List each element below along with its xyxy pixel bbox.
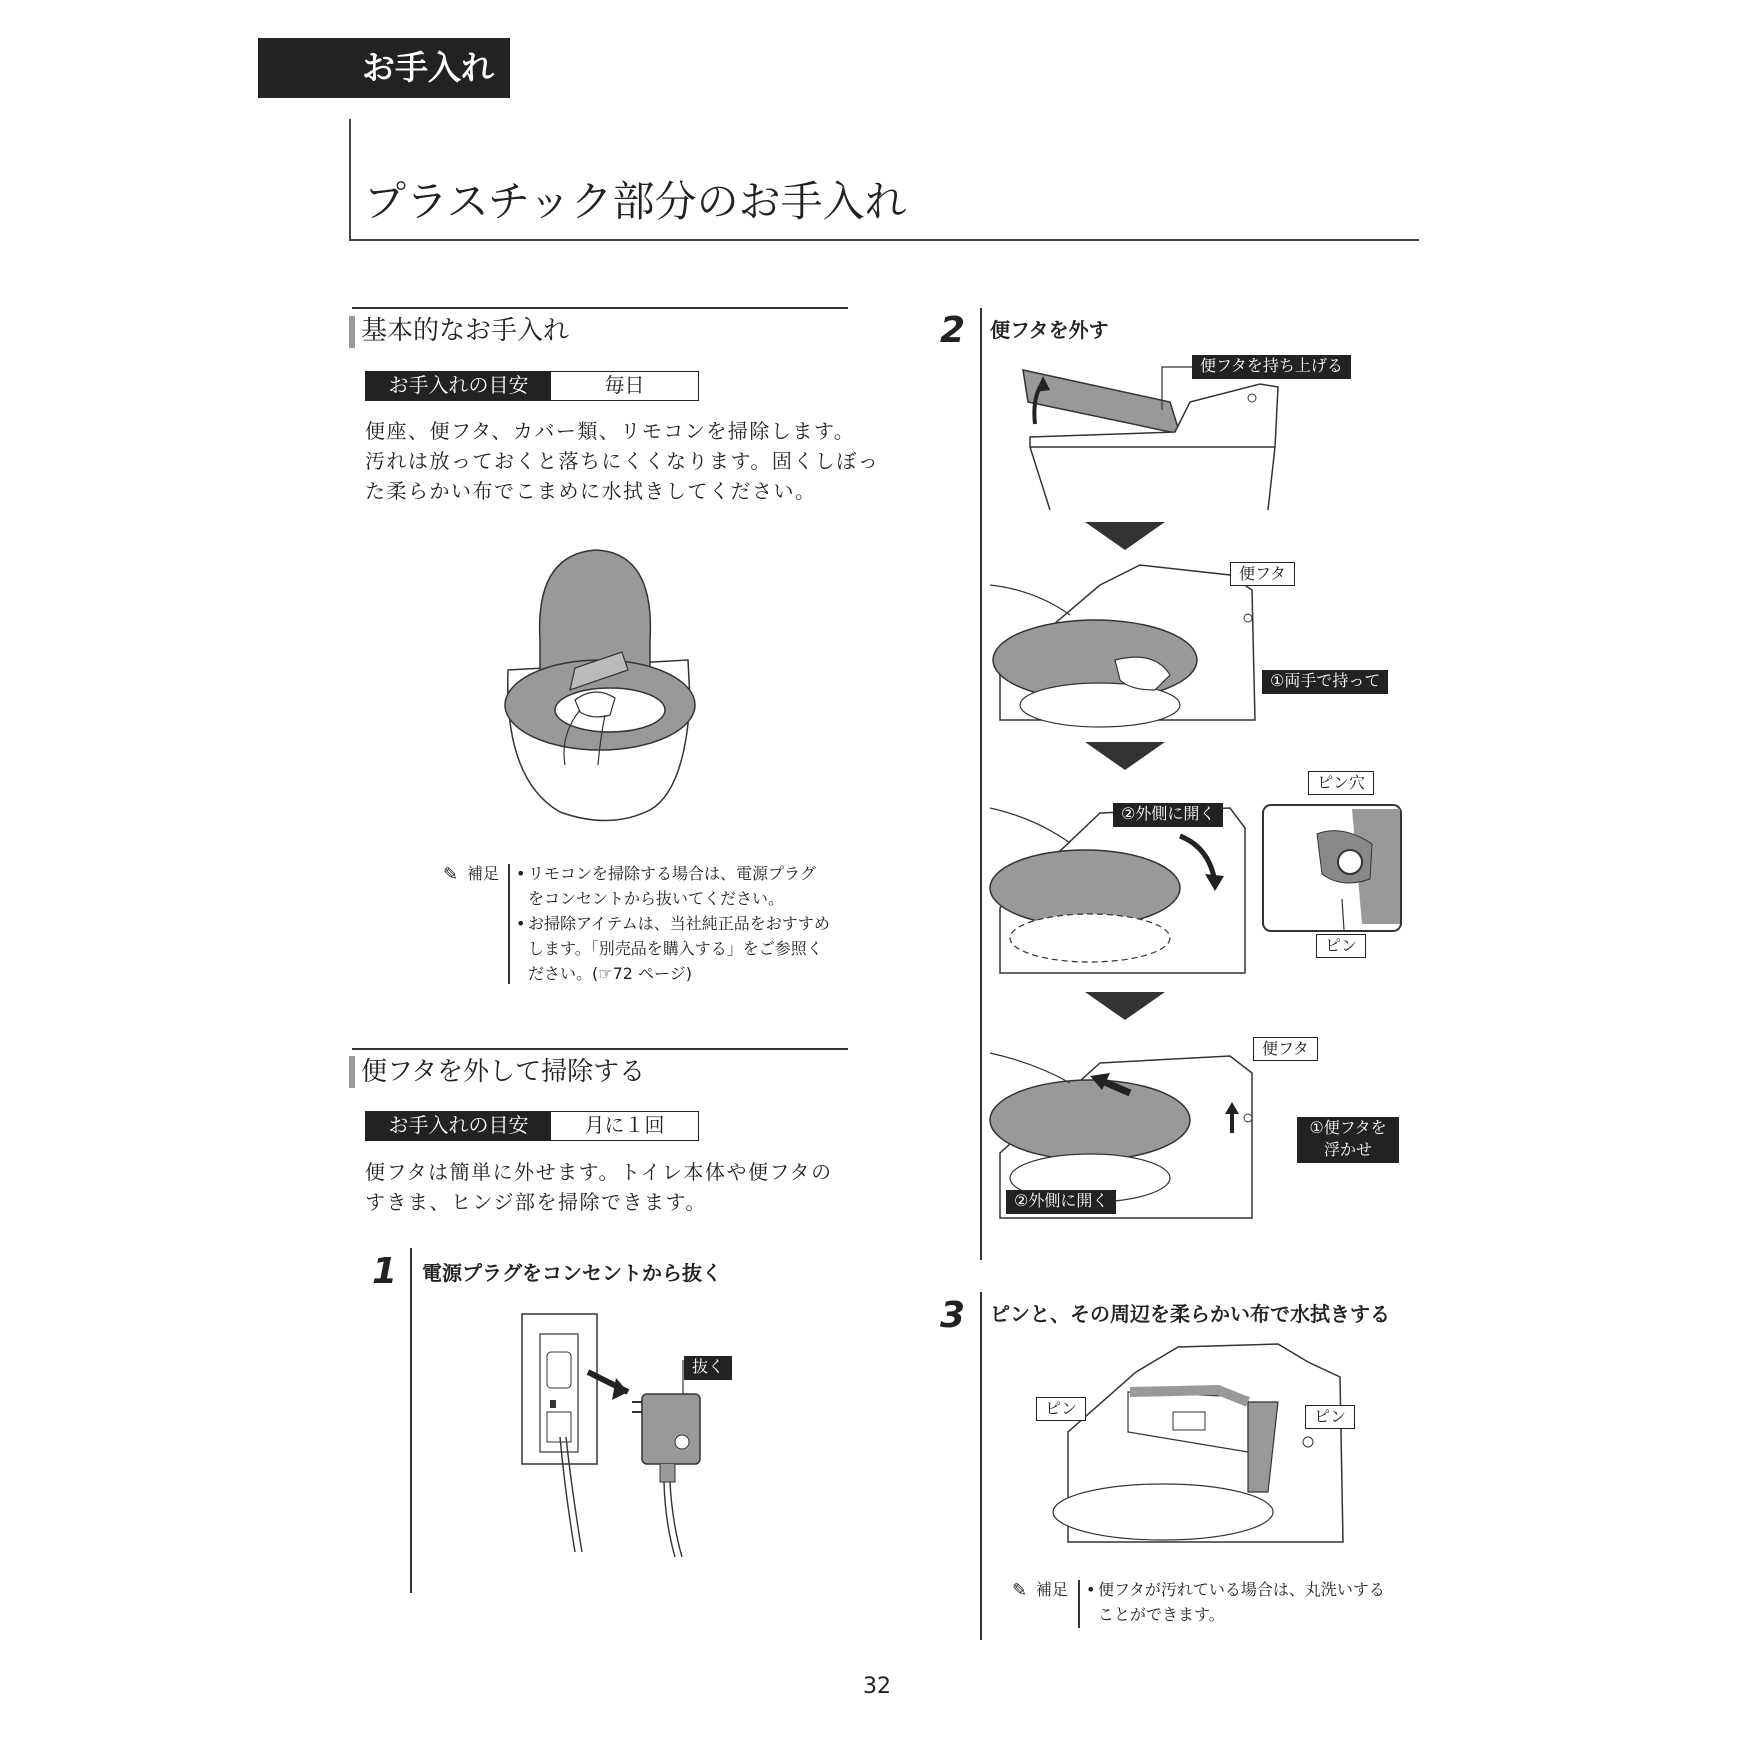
callout-open-outward: ②外側に開く — [1006, 1190, 1116, 1214]
text-line: 汚れは放っておくと落ちにくくなります。固くしぼっ — [365, 449, 880, 473]
step-text: ピンと、その周辺を柔らかい布で水拭きする — [990, 1302, 1390, 1326]
callout-lift-lid: 便フタを持ち上げる — [1192, 355, 1351, 379]
step-rule — [980, 308, 982, 1260]
section-title-lid: 便フタを外して掃除する — [361, 1057, 646, 1087]
callout-lid: 便フタ — [1253, 1037, 1318, 1061]
page-number: 32 — [863, 1674, 891, 1699]
title-rule-vertical — [349, 119, 351, 241]
step-text: 電源プラグをコンセントから抜く — [422, 1261, 722, 1285]
care-schedule-daily — [365, 371, 699, 401]
callout-open-outward: ②外側に開く — [1113, 803, 1223, 827]
section-rule — [352, 307, 848, 309]
section-tab: お手入れ — [258, 38, 510, 98]
step-number: 2 — [940, 310, 966, 351]
toilet-wipe-illustration — [500, 540, 700, 825]
callout-float-lid: ①便フタを 浮かせ — [1297, 1117, 1399, 1163]
section-marker — [349, 1056, 355, 1088]
wipe-pin-illustration — [1068, 1342, 1348, 1544]
text-line: た柔らかい布でこまめに水拭きしてください。 — [365, 479, 817, 503]
chevron-down-icon — [1085, 742, 1165, 772]
leader-line — [1150, 362, 1200, 412]
pencil-icon: ✎ — [443, 864, 459, 885]
callout-lid: 便フタ — [1230, 562, 1295, 586]
section-marker — [349, 316, 355, 348]
schedule-key: お手入れの目安 — [366, 1112, 551, 1140]
page-title: プラスチック部分のお手入れ — [364, 177, 907, 226]
callout-both-hands: ①両手で持って — [1262, 670, 1388, 694]
lid-care-text — [365, 1157, 833, 1217]
note-bar — [508, 864, 510, 984]
step-number: 3 — [940, 1295, 966, 1336]
schedule-key: お手入れの目安 — [366, 372, 551, 400]
hold-lid-illustration — [990, 560, 1260, 725]
pencil-icon: ✎ — [1012, 1580, 1028, 1601]
text-line: 便座、便フタ、カバー類、リモコンを掃除します。 — [365, 419, 856, 443]
note-list — [516, 861, 846, 986]
schedule-value: 月に１回 — [584, 1113, 665, 1137]
note-label: 補足 — [467, 864, 500, 883]
note-list — [1086, 1577, 1416, 1627]
care-schedule-monthly — [365, 1111, 699, 1141]
schedule-value: 毎日 — [604, 373, 645, 397]
callout-pin-right: ピン — [1305, 1405, 1355, 1429]
text-line: すきま、ヒンジ部を掃除できます。 — [365, 1190, 707, 1214]
basic-care-text — [365, 416, 879, 506]
pin-hole-inset — [1262, 804, 1402, 932]
step-text: 便フタを外す — [990, 318, 1109, 342]
callout-pin-left: ピン — [1036, 1397, 1086, 1421]
plug-unplug-illustration — [520, 1312, 740, 1557]
note-bar — [1078, 1580, 1080, 1628]
callout-pull: 抜く — [684, 1356, 732, 1380]
note-label: 補足 — [1036, 1580, 1069, 1599]
text-line: 便フタは簡単に外せます。トイレ本体や便フタの — [365, 1160, 833, 1184]
note-item: • 便フタが汚れている場合は、丸洗いする ことができます。 — [1086, 1577, 1416, 1627]
section-title-basic: 基本的なお手入れ — [361, 316, 570, 346]
chevron-down-icon — [1085, 992, 1165, 1022]
step-rule — [410, 1248, 412, 1593]
step-rule — [980, 1292, 982, 1640]
step-number: 1 — [372, 1251, 398, 1292]
section-rule — [352, 1048, 848, 1050]
note-item: • リモコンを掃除する場合は、電源プラグ をコンセントから抜いてください。 — [516, 861, 846, 911]
callout-pin-hole: ピン穴 — [1308, 771, 1374, 795]
note-item: • お掃除アイテムは、当社純正品をおすすめ します。「別売品を購入する」をご参照く ださい。(☞72 ページ) — [516, 911, 846, 986]
callout-pin: ピン — [1316, 934, 1366, 958]
chevron-down-icon — [1085, 522, 1165, 552]
title-rule-horizontal — [349, 239, 1419, 241]
